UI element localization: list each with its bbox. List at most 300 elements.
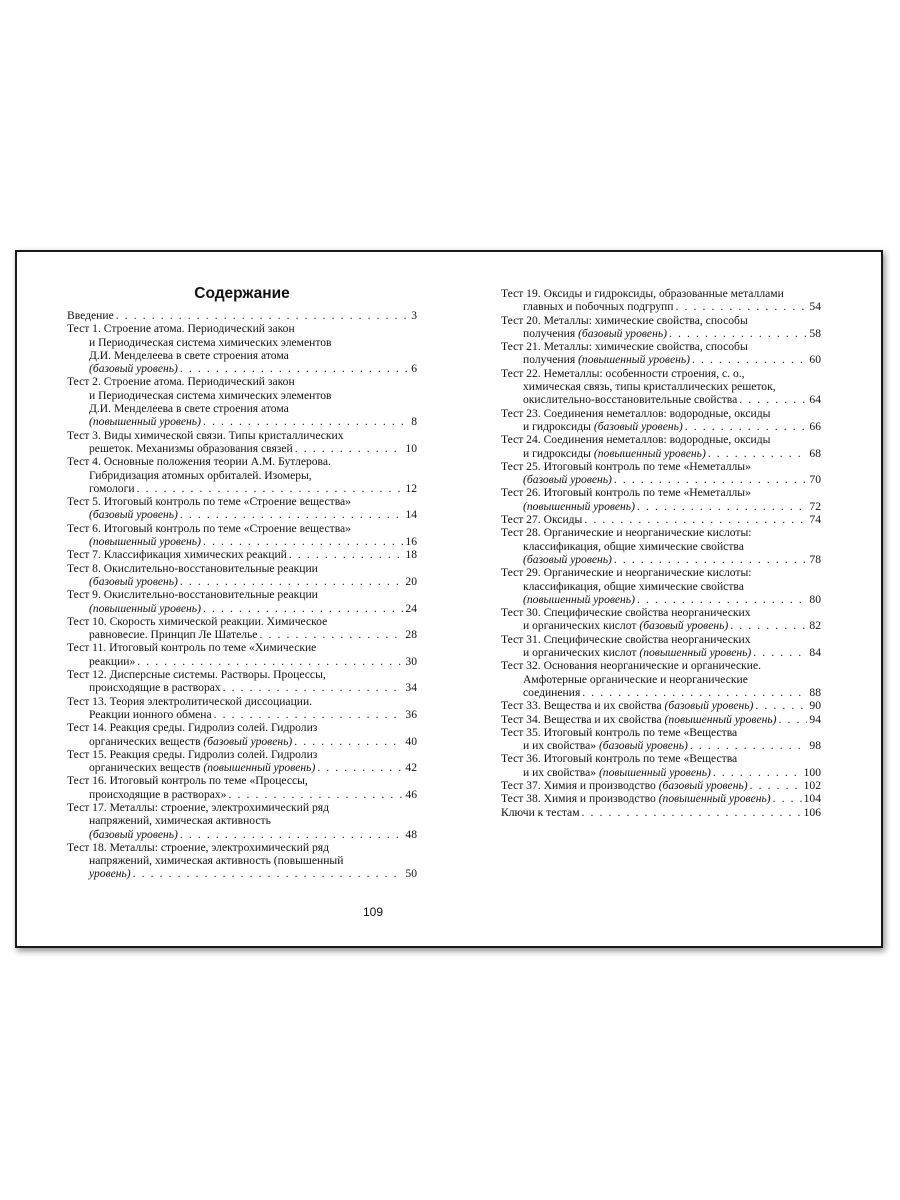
toc-entry-level: (базовый уровень) [639, 619, 729, 633]
toc-entry-text [501, 699, 753, 712]
toc-entry[interactable] [67, 588, 417, 615]
dot-leader [582, 686, 807, 699]
toc-list-left [67, 309, 417, 881]
toc-entry-page: 10 [405, 441, 417, 455]
dot-leader [582, 806, 802, 819]
toc-entry-text [523, 686, 580, 699]
toc-entry-last-line [501, 766, 821, 779]
toc-entry[interactable] [501, 513, 821, 526]
toc-entry[interactable] [67, 748, 417, 775]
toc-entry-last-line [67, 788, 417, 801]
toc-entry-last-line [501, 739, 821, 752]
book-spread [15, 250, 883, 948]
toc-entry-title: Тест 33. Вещества и их свойства [501, 699, 662, 713]
toc-entry-line: Амфотерные органические и неорганические [523, 672, 748, 686]
toc-entry-page: 100 [803, 765, 821, 779]
toc-entry-last-line [501, 553, 821, 566]
toc-entry-page: 60 [809, 353, 821, 367]
toc-entry-page: 68 [809, 446, 821, 460]
toc-entry-page: 80 [809, 592, 821, 606]
toc-entry-page: 12 [405, 481, 417, 495]
toc-entry-text [501, 513, 582, 526]
toc-entry-last-line [67, 362, 417, 375]
toc-entry-line: Тест 3. Виды химической связи. Типы кристаллических [67, 428, 344, 442]
toc-entry-line: Тест 18. Металлы: строение, электрохимический ряд [67, 840, 330, 854]
toc-entry-line: Тест 32. Основания неорганические и органические. [501, 659, 762, 673]
toc-entry-last-line [501, 806, 821, 819]
toc-entry-last-line [501, 500, 821, 513]
toc-entry[interactable] [501, 314, 821, 341]
dot-leader [180, 508, 404, 521]
toc-entry-text [501, 806, 580, 819]
dot-leader [133, 867, 404, 880]
toc-entry-line: Тест 25. Итоговый контроль по теме «Неметаллы» [501, 459, 751, 473]
toc-entry-page: 106 [803, 805, 821, 819]
dot-leader [203, 415, 409, 428]
toc-entry[interactable] [501, 287, 821, 314]
toc-entry[interactable] [501, 486, 821, 513]
toc-entry-line: Тест 20. Металлы: химические свойства, способы [501, 313, 748, 327]
toc-entry-last-line [67, 655, 417, 668]
toc-entry-line: Тест 12. Дисперсные системы. Растворы. Процессы, [67, 668, 326, 682]
toc-entry-text [89, 602, 201, 615]
toc-entry-line: и Периодическая система химических элементов [89, 388, 332, 402]
dot-leader [739, 393, 807, 406]
dot-leader [203, 535, 403, 548]
toc-entry-title: соединения [523, 685, 581, 699]
toc-entry-page: 50 [405, 867, 417, 881]
contents-left-page [67, 252, 417, 881]
toc-entry-line: Тест 26. Итоговый контроль по теме «Неметаллы» [501, 486, 751, 500]
toc-entry-line: Тест 4. Основные положения теории А.М. Бутлерова. [67, 455, 331, 469]
dot-leader [675, 300, 807, 313]
toc-entry-page: 66 [809, 419, 821, 433]
toc-entry[interactable] [501, 433, 821, 460]
toc-entry-text [67, 548, 287, 561]
toc-entry[interactable] [501, 566, 821, 606]
toc-entry-last-line [501, 593, 821, 606]
toc-entry-level: (базовый уровень) [89, 508, 178, 522]
toc-entry-last-line [501, 513, 821, 526]
toc-entry-page: 3 [411, 309, 417, 322]
toc-entry-line: напряжений, химическая активность (повышенный [89, 854, 344, 868]
toc-entry-title: получения [523, 353, 576, 367]
toc-entry-text [501, 713, 776, 726]
toc-entry-level: (базовый уровень) [89, 362, 178, 376]
dot-leader [690, 739, 808, 752]
toc-entry-line: Тест 30. Специфические свойства неорганических [501, 606, 751, 620]
toc-entry-text [89, 362, 178, 375]
toc-entry[interactable] [501, 726, 821, 753]
toc-entry-last-line [501, 699, 821, 712]
toc-entry-line: химическая связь, типы кристаллических решеток, [523, 380, 776, 394]
toc-entry-text [523, 447, 706, 460]
toc-entry-page: 54 [809, 300, 821, 314]
toc-entry-last-line [67, 535, 417, 548]
toc-entry-text [89, 681, 221, 694]
toc-entry-page: 74 [809, 513, 821, 527]
toc-entry-text [523, 327, 667, 340]
dot-leader [180, 828, 404, 841]
page-number: 109 [363, 905, 384, 919]
dot-leader [214, 708, 404, 721]
toc-entry-line: напряжений, химическая активность [89, 814, 271, 828]
toc-entry-line: Тест 14. Реакция среды. Гидролиз солей. Гидролиз [67, 721, 318, 735]
toc-entry[interactable] [501, 699, 821, 712]
toc-entry-text [89, 708, 212, 721]
toc-entry-level: (повышенный уровень) [578, 353, 691, 367]
toc-entry-title: равновесие. Принцип Ле Шателье [89, 628, 258, 642]
toc-entry-page: 104 [803, 792, 821, 806]
toc-entry-line: Тест 9. Окислительно-восстановительные реакции [67, 588, 318, 602]
dot-leader [228, 788, 403, 801]
toc-entry-text [523, 353, 690, 366]
toc-entry-text [523, 393, 737, 406]
toc-entry-title: окислительно-восстановительные свойства [523, 393, 738, 407]
dot-leader [203, 602, 403, 615]
toc-entry-title: и органических кислот [523, 646, 637, 660]
toc-list-right [501, 287, 821, 819]
toc-entry-page: 6 [411, 362, 417, 376]
toc-entry-title: Тест 38. Химия и производство [501, 792, 656, 806]
toc-entry-title: получения [523, 326, 576, 340]
toc-entry-text [523, 646, 751, 659]
toc-entry-page: 64 [809, 393, 821, 407]
toc-entry-line: и Периодическая система химических элементов [89, 335, 332, 349]
toc-entry-last-line [67, 828, 417, 841]
toc-entry-last-line [501, 447, 821, 460]
toc-entry-page: 46 [405, 787, 417, 801]
toc-entry-text [523, 739, 688, 752]
toc-entry-text [523, 553, 612, 566]
toc-entry-text [67, 309, 114, 322]
toc-entry-line: Тест 19. Оксиды и гидроксиды, образованные металлами [501, 287, 784, 300]
dot-leader [773, 792, 802, 805]
toc-entry-line: Тест 10. Скорость химической реакции. Химическое [67, 614, 328, 628]
dot-leader [614, 473, 808, 486]
toc-entry-page: 94 [809, 712, 821, 726]
dot-leader [713, 766, 802, 779]
toc-entry-title: органических веществ [89, 734, 201, 748]
toc-entry-last-line [67, 442, 417, 455]
toc-entry-line: Тест 8. Окислительно-восстановительные реакции [67, 561, 318, 575]
toc-entry-last-line [67, 708, 417, 721]
dot-leader [637, 500, 807, 513]
toc-entry-text [523, 500, 635, 513]
toc-entry-page: 30 [405, 654, 417, 668]
toc-entry[interactable] [501, 792, 821, 805]
toc-entry-line: Тест 13. Теория электролитической диссоциации. [67, 694, 313, 708]
toc-entry-page: 84 [809, 646, 821, 660]
dot-leader [289, 548, 404, 561]
toc-entry-line: Тест 35. Итоговый контроль по теме «Вещества [501, 725, 738, 739]
toc-entry-line: Тест 29. Органические и неорганические кислоты: [501, 566, 752, 580]
toc-entry-level: (повышенный уровень) [89, 535, 201, 549]
toc-entry-title: и их свойства» [523, 739, 597, 753]
toc-entry-last-line [67, 415, 417, 428]
toc-entry-title: гомологи [89, 481, 135, 495]
toc-entry-title: Тест 34. Вещества и их свойства [501, 712, 662, 726]
toc-entry-title: Тест 37. Химия и производство [501, 778, 656, 792]
toc-entry-page: 8 [411, 415, 417, 429]
toc-entry-text [89, 482, 135, 495]
toc-entry-line: Тест 28. Органические и неорганические кислоты: [501, 526, 752, 540]
toc-entry-title: решеток. Механизмы образования связей [89, 441, 293, 455]
toc-entry-level: (повышенный уровень) [598, 765, 711, 779]
toc-entry-text [523, 473, 612, 486]
toc-entry-level: (базовый уровень) [203, 734, 293, 748]
dot-leader [730, 619, 807, 632]
toc-entry-title: и их свойства» [523, 765, 597, 779]
toc-entry-last-line [501, 686, 821, 699]
toc-entry-line: классификация, общие химические свойства [523, 579, 744, 593]
dot-leader [584, 513, 807, 526]
toc-entry[interactable] [501, 460, 821, 487]
toc-entry-level: (базовый уровень) [89, 574, 178, 588]
toc-entry[interactable] [67, 522, 417, 549]
toc-entry-page: 82 [809, 619, 821, 633]
toc-entry-text [89, 828, 178, 841]
toc-entry-page: 58 [809, 326, 821, 340]
toc-entry-line: Тест 11. Итоговый контроль по теме «Химические [67, 641, 317, 655]
toc-entry-line: Д.И. Менделеева в свете строения атома [89, 348, 289, 362]
toc-entry-level: (повышенный уровень) [658, 792, 771, 806]
toc-entry-title: Ключи к тестам [501, 805, 580, 819]
toc-entry-last-line [67, 761, 417, 774]
dot-leader [137, 655, 403, 668]
toc-entry[interactable] [67, 375, 417, 428]
toc-entry-level: (базовый уровень) [523, 473, 612, 487]
toc-entry[interactable] [67, 322, 417, 375]
toc-entry-page: 90 [809, 699, 821, 713]
toc-entry-level: (базовый уровень) [593, 419, 683, 433]
dot-leader [669, 327, 807, 340]
toc-entry-level: (базовый уровень) [89, 827, 178, 841]
dot-leader [685, 420, 808, 433]
toc-entry-line: Тест 5. Итоговый контроль по теме «Строение вещества» [67, 495, 351, 509]
toc-entry[interactable] [67, 309, 417, 322]
dot-leader [708, 447, 808, 460]
toc-entry-last-line [501, 473, 821, 486]
toc-entry-text [523, 619, 728, 632]
toc-entry-last-line [501, 393, 821, 406]
toc-entry[interactable] [501, 633, 821, 660]
toc-entry-page: 70 [809, 473, 821, 487]
toc-entry[interactable] [67, 841, 417, 881]
toc-entry-text [501, 779, 748, 792]
toc-entry-line: Тест 16. Итоговый контроль по теме «Процессы, [67, 774, 308, 788]
toc-entry-last-line [67, 575, 417, 588]
toc-entry[interactable] [501, 526, 821, 566]
dot-leader [753, 646, 807, 659]
toc-entry-page: 40 [405, 734, 417, 748]
toc-entry[interactable] [67, 641, 417, 668]
dot-leader [137, 482, 404, 495]
toc-entry[interactable] [67, 774, 417, 801]
toc-entry-text [89, 788, 226, 801]
toc-entry[interactable] [67, 721, 417, 748]
toc-entry-level: (базовый уровень) [664, 699, 754, 713]
dot-leader [116, 309, 409, 322]
toc-entry[interactable] [67, 668, 417, 695]
toc-entry-line: Тест 31. Специфические свойства неорганических [501, 632, 751, 646]
toc-entry-title: Введение [67, 309, 114, 322]
toc-entry-last-line [67, 482, 417, 495]
toc-entry-level: (повышенный уровень) [523, 592, 635, 606]
toc-entry-page: 20 [405, 574, 417, 588]
toc-entry-text [89, 761, 315, 774]
toc-entry-line: Тест 1. Строение атома. Периодический закон [67, 322, 295, 336]
toc-entry[interactable] [501, 713, 821, 726]
toc-entry[interactable] [501, 659, 821, 699]
toc-entry-text [89, 735, 292, 748]
toc-entry[interactable] [67, 495, 417, 522]
toc-entry-level: (базовый уровень) [523, 552, 612, 566]
toc-entry-last-line [501, 300, 821, 313]
toc-entry-page: 16 [405, 535, 417, 549]
toc-entry-last-line [67, 867, 417, 880]
toc-entry-level: (базовый уровень) [598, 739, 688, 753]
toc-entry[interactable] [501, 340, 821, 367]
toc-entry[interactable] [67, 429, 417, 456]
toc-entry-text [89, 442, 293, 455]
toc-entry-last-line [67, 309, 417, 322]
toc-entry-line: Тест 36. Итоговый контроль по теме «Вещества [501, 752, 738, 766]
toc-entry-text [523, 593, 635, 606]
dot-leader [755, 699, 807, 712]
toc-entry[interactable] [67, 615, 417, 642]
dot-leader [180, 575, 404, 588]
toc-entry-last-line [501, 619, 821, 632]
toc-entry-text [89, 575, 178, 588]
toc-entry-title: Реакции ионного обмена [89, 707, 212, 721]
toc-entry-page: 42 [405, 761, 417, 775]
toc-entry-title: происходящие в растворах [89, 681, 221, 695]
toc-entry-title: реакции» [89, 654, 136, 668]
toc-entry-level: (повышенный уровень) [639, 646, 752, 660]
toc-entry-text [89, 415, 201, 428]
toc-entry-last-line [67, 735, 417, 748]
toc-entry-page: 36 [405, 707, 417, 721]
toc-entry-last-line [501, 353, 821, 366]
toc-entry[interactable] [501, 606, 821, 633]
dot-leader [317, 761, 403, 774]
toc-entry-title: органических веществ [89, 761, 201, 775]
toc-entry-text [89, 867, 131, 880]
toc-entry-page: 48 [405, 827, 417, 841]
toc-entry-last-line [67, 602, 417, 615]
toc-entry-title: Тест 7. Классификация химических реакций [67, 548, 287, 562]
toc-entry-line: Гибридизация атомных орбиталей. Изомеры, [89, 468, 312, 482]
toc-entry-level: (повышенный уровень) [203, 761, 316, 775]
toc-entry[interactable] [501, 367, 821, 407]
toc-entry-last-line [501, 713, 821, 726]
toc-entry[interactable] [67, 562, 417, 589]
toc-entry-title: и гидроксиды [523, 446, 591, 460]
toc-entry-page: 18 [405, 548, 417, 562]
toc-entry-level: (повышенный уровень) [664, 712, 777, 726]
toc-entry-level: (базовый уровень) [578, 326, 667, 340]
contents-right-page [501, 287, 821, 819]
toc-entry-page: 98 [809, 739, 821, 753]
toc-entry-last-line [501, 779, 821, 792]
toc-entry[interactable] [501, 779, 821, 792]
toc-entry-level: (повышенный уровень) [523, 499, 635, 513]
toc-entry-text [89, 655, 135, 668]
dot-leader [294, 735, 403, 748]
toc-entry-text [523, 300, 673, 313]
toc-entry-line: Тест 6. Итоговый контроль по теме «Строение вещества» [67, 521, 351, 535]
toc-entry-page: 88 [809, 685, 821, 699]
dot-leader [295, 442, 404, 455]
toc-entry[interactable] [67, 801, 417, 841]
toc-entry-page: 72 [809, 499, 821, 513]
toc-entry-last-line [67, 681, 417, 694]
toc-entry-line: Тест 17. Металлы: строение, электрохимический ряд [67, 800, 330, 814]
toc-entry-text [523, 766, 711, 779]
toc-entry-page: 28 [405, 628, 417, 642]
toc-entry-line: Тест 2. Строение атома. Периодический закон [67, 375, 295, 389]
dot-leader [180, 362, 409, 375]
toc-entry-text [89, 508, 178, 521]
toc-entry-line: Тест 21. Металлы: химические свойства, способы [501, 340, 748, 354]
toc-entry-page: 102 [803, 778, 821, 792]
toc-entry-line: Д.И. Менделеева в свете строения атома [89, 402, 289, 416]
dot-leader [692, 353, 807, 366]
toc-entry-title: происходящие в растворах» [89, 787, 227, 801]
toc-entry-last-line [501, 327, 821, 340]
dot-leader [223, 681, 404, 694]
toc-entry-line: Тест 24. Соединения неметаллов: водородные, оксиды [501, 433, 771, 447]
toc-entry-title: главных и побочных подгрупп [523, 300, 674, 314]
toc-entry[interactable] [501, 806, 821, 819]
toc-entry[interactable] [67, 695, 417, 722]
toc-entry-page: 24 [405, 601, 417, 615]
dot-leader [614, 553, 808, 566]
toc-entry-text [501, 792, 771, 805]
toc-entry[interactable] [501, 407, 821, 434]
toc-entry-line: Тест 15. Реакция среды. Гидролиз солей. Гидролиз [67, 747, 318, 761]
toc-entry-title: Тест 27. Оксиды [501, 513, 583, 527]
dot-leader [750, 779, 802, 792]
toc-entry-title: и органических кислот [523, 619, 637, 633]
toc-entry-text [89, 628, 257, 641]
toc-entry-last-line [501, 646, 821, 659]
toc-entry-last-line [67, 628, 417, 641]
toc-entry-line: Тест 23. Соединения неметаллов: водородные, оксиды [501, 406, 771, 420]
toc-entry[interactable] [67, 548, 417, 561]
toc-entry-page: 34 [405, 681, 417, 695]
dot-leader [637, 593, 807, 606]
toc-entry-level: (повышенный уровень) [89, 415, 201, 429]
toc-entry-title: и гидроксиды [523, 419, 591, 433]
dot-leader [259, 628, 403, 641]
toc-entry-level: уровень) [89, 867, 131, 881]
toc-entry-last-line [67, 508, 417, 521]
toc-entry[interactable] [501, 752, 821, 779]
toc-entry-page: 14 [405, 508, 417, 522]
toc-entry-text [523, 420, 683, 433]
toc-entry[interactable] [67, 455, 417, 495]
toc-entry-text [89, 535, 201, 548]
toc-entry-level: (повышенный уровень) [593, 446, 706, 460]
toc-entry-last-line [501, 792, 821, 805]
contents-title: Содержание [194, 285, 290, 302]
toc-entry-last-line [67, 548, 417, 561]
toc-entry-line: Тест 22. Неметаллы: особенности строения, с. о., [501, 366, 745, 380]
toc-entry-level: (повышенный уровень) [89, 601, 201, 615]
toc-entry-last-line [501, 420, 821, 433]
